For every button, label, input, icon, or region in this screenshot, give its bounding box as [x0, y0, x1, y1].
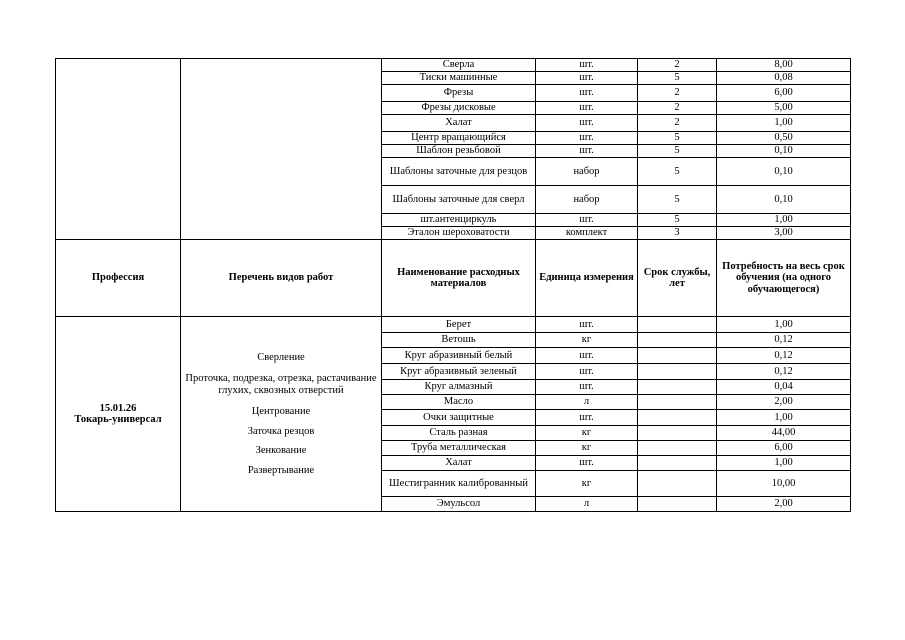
- works-cell: [181, 317, 382, 512]
- service-life-cell: [638, 348, 717, 364]
- work-item: Центрование: [251, 406, 311, 418]
- material-cell: Сверла: [382, 59, 536, 72]
- unit-cell: шт.: [536, 85, 638, 102]
- material-cell: Очки защитные: [382, 410, 536, 426]
- service-life-cell: 2: [638, 115, 717, 132]
- unit-cell: кг: [536, 333, 638, 348]
- unit-cell: шт.: [536, 145, 638, 158]
- service-life-cell: [638, 364, 717, 380]
- service-life-cell: [638, 426, 717, 441]
- service-life-cell: 5: [638, 158, 717, 186]
- quantity-cell: 0,10: [717, 158, 851, 186]
- material-cell: Халат: [382, 115, 536, 132]
- service-life-cell: [638, 497, 717, 512]
- unit-cell: шт.: [536, 59, 638, 72]
- service-life-cell: 5: [638, 132, 717, 145]
- material-cell: шт.антенциркуль: [382, 214, 536, 227]
- quantity-cell: 44,00: [717, 426, 851, 441]
- unit-cell: шт.: [536, 410, 638, 426]
- material-cell: Масло: [382, 395, 536, 410]
- works-cell-empty: [181, 59, 382, 240]
- material-cell: Фрезы дисковые: [382, 102, 536, 115]
- service-life-cell: 5: [638, 214, 717, 227]
- work-item: Проточка, подрезка, отрезка, растачивание глухих, сквозных отверстий: [185, 373, 377, 396]
- unit-cell: набор: [536, 158, 638, 186]
- service-life-cell: 5: [638, 186, 717, 214]
- unit-cell: кг: [536, 426, 638, 441]
- unit-cell: комплект: [536, 227, 638, 240]
- header-works: Перечень видов работ: [181, 240, 382, 317]
- service-life-cell: 5: [638, 72, 717, 85]
- quantity-cell: 0,50: [717, 132, 851, 145]
- unit-cell: шт.: [536, 115, 638, 132]
- material-cell: Берет: [382, 317, 536, 333]
- unit-cell: шт.: [536, 380, 638, 395]
- profession-cell: [56, 317, 181, 512]
- unit-cell: кг: [536, 441, 638, 456]
- material-cell: Шаблоны заточные для резцов: [382, 158, 536, 186]
- service-life-cell: 2: [638, 102, 717, 115]
- unit-cell: л: [536, 497, 638, 512]
- quantity-cell: 1,00: [717, 456, 851, 471]
- material-cell: Эталон шероховатости: [382, 227, 536, 240]
- quantity-cell: 0,12: [717, 364, 851, 380]
- service-life-cell: [638, 395, 717, 410]
- quantity-cell: 0,08: [717, 72, 851, 85]
- material-cell: Шаблон резьбовой: [382, 145, 536, 158]
- unit-cell: шт.: [536, 317, 638, 333]
- quantity-cell: 2,00: [717, 497, 851, 512]
- work-item: Развертывание: [247, 464, 315, 476]
- unit-cell: шт.: [536, 102, 638, 115]
- quantity-cell: 1,00: [717, 214, 851, 227]
- material-cell: Эмульсол: [382, 497, 536, 512]
- quantity-cell: 10,00: [717, 471, 851, 497]
- material-cell: Труба металлическая: [382, 441, 536, 456]
- service-life-cell: [638, 317, 717, 333]
- service-life-cell: [638, 441, 717, 456]
- service-life-cell: [638, 471, 717, 497]
- unit-cell: шт.: [536, 132, 638, 145]
- profession-name: Токарь-универсал: [74, 414, 162, 425]
- header-row: [56, 240, 851, 317]
- quantity-cell: 3,00: [717, 227, 851, 240]
- material-cell: Халат: [382, 456, 536, 471]
- material-cell: Шаблоны заточные для сверл: [382, 186, 536, 214]
- quantity-cell: 1,00: [717, 317, 851, 333]
- header-service-life: Срок службы, лет: [638, 240, 717, 317]
- unit-cell: шт.: [536, 214, 638, 227]
- header-profession: Профессия: [56, 240, 181, 317]
- material-cell: Круг абразивный зеленый: [382, 364, 536, 380]
- material-cell: Ветошь: [382, 333, 536, 348]
- work-item: Зенкование: [255, 445, 307, 457]
- service-life-cell: 5: [638, 145, 717, 158]
- quantity-cell: 0,04: [717, 380, 851, 395]
- material-cell: Фрезы: [382, 85, 536, 102]
- quantity-cell: 0,10: [717, 186, 851, 214]
- profession-cell-empty: [56, 59, 181, 240]
- service-life-cell: [638, 380, 717, 395]
- material-cell: Шестигранник калиброванный: [382, 471, 536, 497]
- work-item: Сверление: [257, 351, 305, 363]
- material-cell: Сталь разная: [382, 426, 536, 441]
- quantity-cell: 0,12: [717, 348, 851, 364]
- service-life-cell: 2: [638, 85, 717, 102]
- header-need: Потребность на весь срок обучения (на одного обучающегося): [717, 240, 851, 317]
- quantity-cell: 0,10: [717, 145, 851, 158]
- table-body: [56, 59, 851, 512]
- quantity-cell: 2,00: [717, 395, 851, 410]
- header-unit: Единица измерения: [536, 240, 638, 317]
- unit-cell: л: [536, 395, 638, 410]
- material-cell: Круг алмазный: [382, 380, 536, 395]
- service-life-cell: [638, 333, 717, 348]
- unit-cell: шт.: [536, 456, 638, 471]
- quantity-cell: 6,00: [717, 85, 851, 102]
- material-cell: Тиски машинные: [382, 72, 536, 85]
- quantity-cell: 8,00: [717, 59, 851, 72]
- unit-cell: шт.: [536, 72, 638, 85]
- quantity-cell: 6,00: [717, 441, 851, 456]
- table-row: [56, 59, 851, 72]
- unit-cell: кг: [536, 471, 638, 497]
- table-row: [56, 317, 851, 333]
- service-life-cell: 3: [638, 227, 717, 240]
- quantity-cell: 0,12: [717, 333, 851, 348]
- service-life-cell: [638, 410, 717, 426]
- unit-cell: набор: [536, 186, 638, 214]
- quantity-cell: 5,00: [717, 102, 851, 115]
- quantity-cell: 1,00: [717, 115, 851, 132]
- quantity-cell: 1,00: [717, 410, 851, 426]
- service-life-cell: [638, 456, 717, 471]
- material-cell: Центр вращающийся: [382, 132, 536, 145]
- unit-cell: шт.: [536, 348, 638, 364]
- materials-table: [55, 58, 851, 512]
- profession-code: 15.01.26: [99, 402, 137, 414]
- material-cell: Круг абразивный белый: [382, 348, 536, 364]
- header-material: Наименование расходных материалов: [382, 240, 536, 317]
- service-life-cell: 2: [638, 59, 717, 72]
- work-item: Заточка резцов: [247, 425, 315, 437]
- unit-cell: шт.: [536, 364, 638, 380]
